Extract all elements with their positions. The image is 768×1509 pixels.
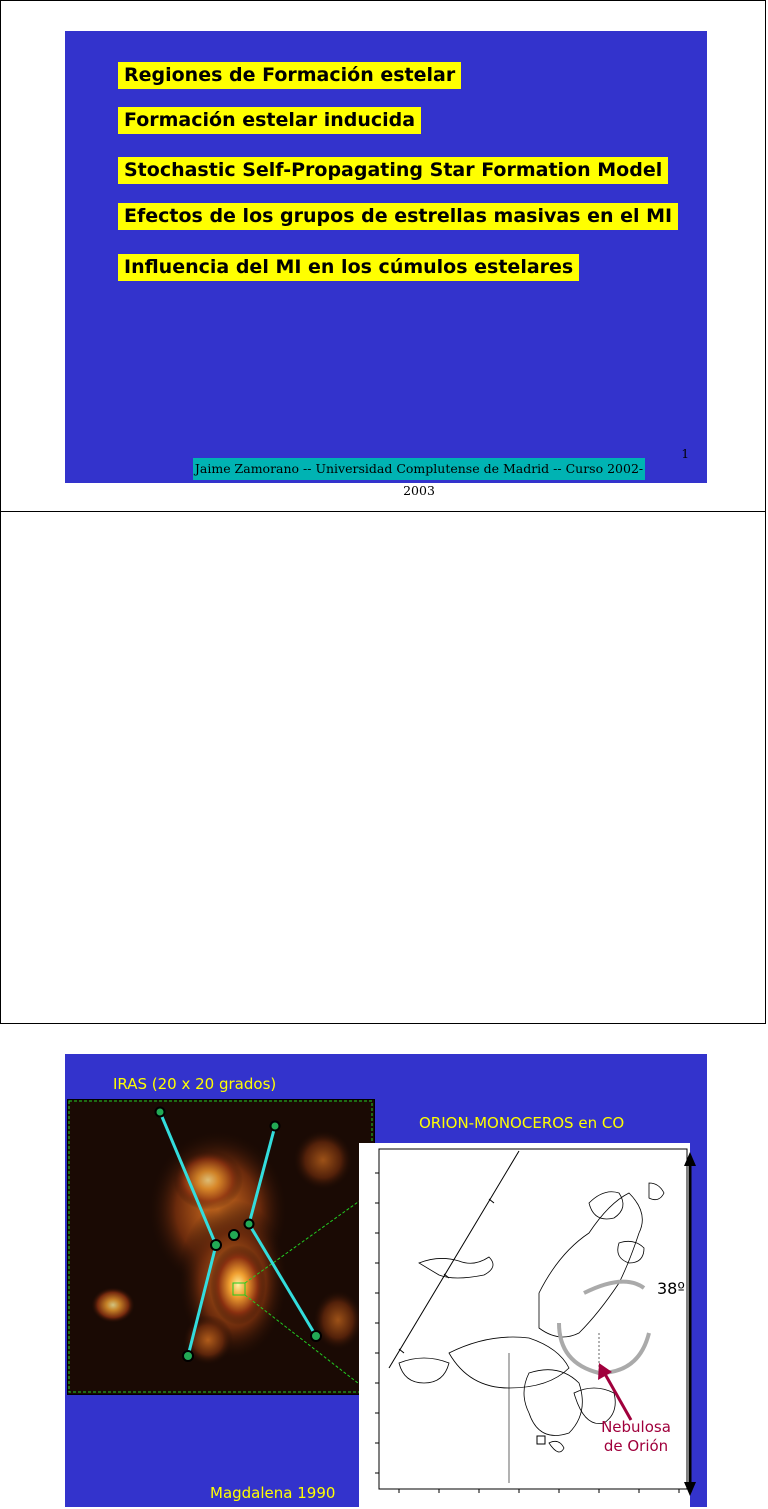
page-number: 1 (681, 447, 689, 461)
footer-credit: Jaime Zamorano -- Universidad Complutense de Madrid -- Curso 2002-2003 (193, 458, 645, 480)
iras-label: IRAS (20 x 20 grados) (113, 1075, 277, 1093)
bullet-regiones: Regiones de Formación estelar (118, 62, 461, 89)
credit-label: Magdalena 1990 (210, 1484, 336, 1502)
angle-label: 38º (657, 1279, 685, 1298)
bullet-efectos: Efectos de los grupos de estrellas masivas en el MI (118, 203, 678, 230)
nebula-label-line-2: de Orión (603, 1437, 669, 1455)
slide-1 (65, 31, 707, 498)
bullet-ssp-model: Stochastic Self-Propagating Star Formation Model (118, 157, 668, 184)
page-frame-1 (0, 0, 766, 512)
page-frame-2 (0, 512, 766, 1502)
nebula-label (591, 1418, 681, 1456)
slide-2 (65, 1054, 707, 1507)
co-map-label: ORION-MONOCEROS en CO (419, 1114, 625, 1132)
nebula-label-line-1: Nebulosa (601, 1418, 671, 1436)
bullet-influencia: Influencia del MI en los cúmulos estelares (118, 254, 579, 281)
bullet-formacion-inducida: Formación estelar inducida (118, 107, 421, 134)
